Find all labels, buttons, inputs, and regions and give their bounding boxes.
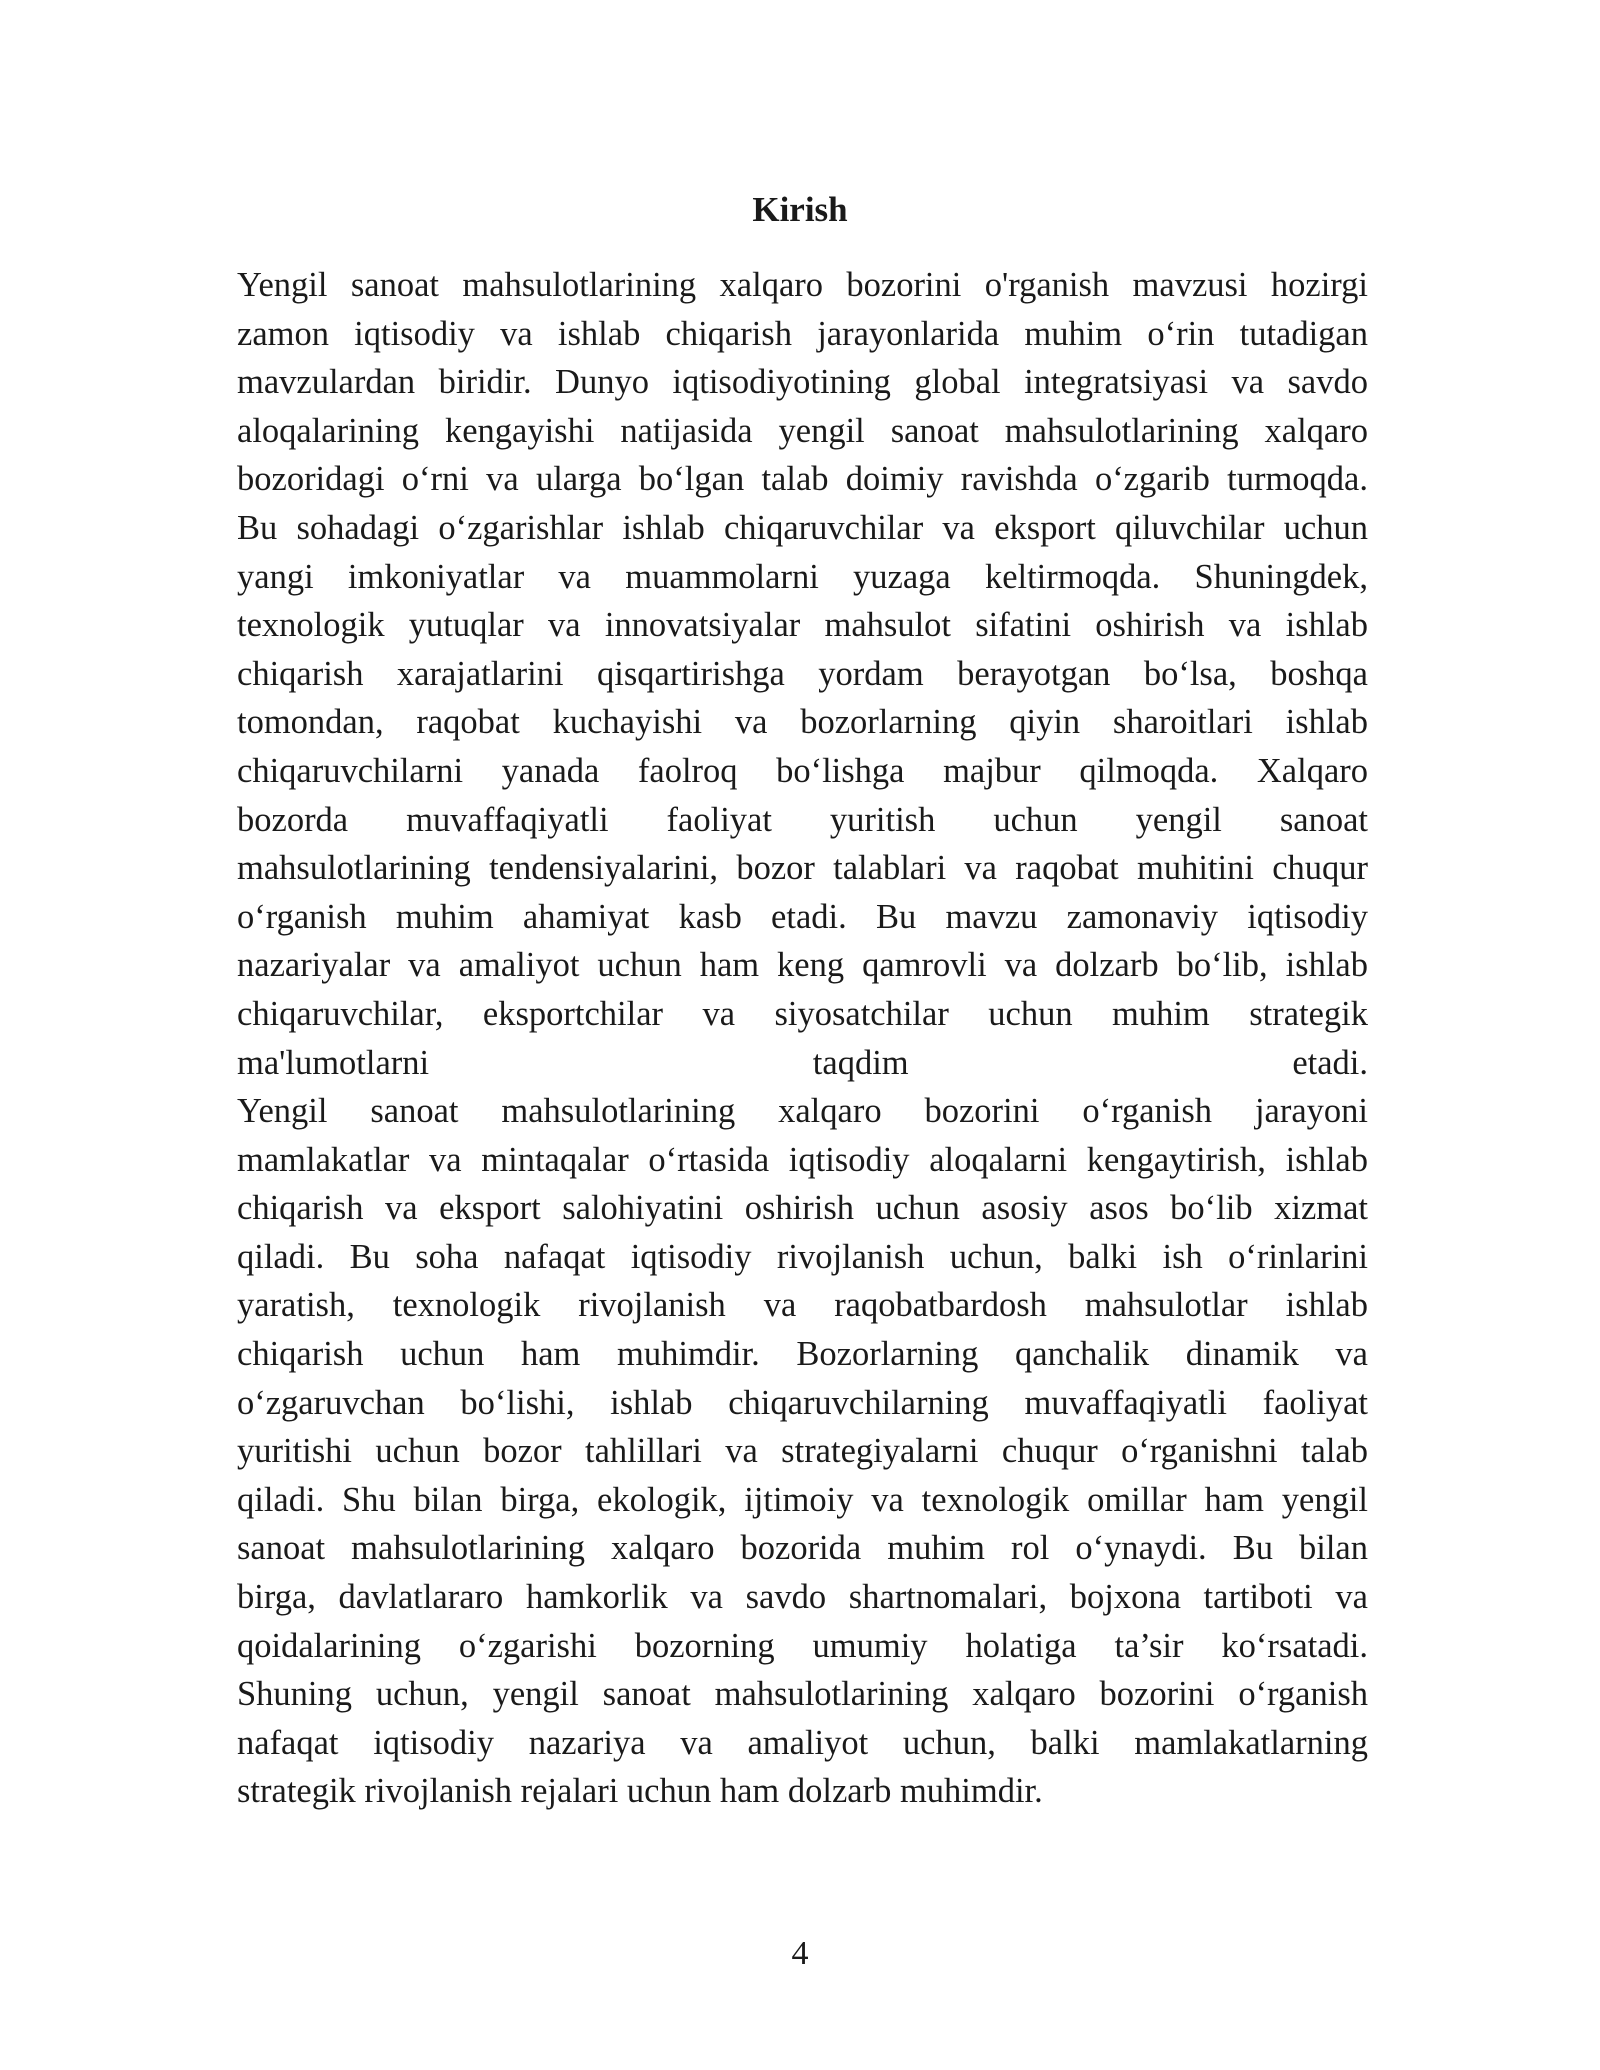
text-line: chiqaruvchilar, eksportchilar va siyosatchilar uchun muhim strategik xyxy=(237,994,1368,1033)
page-number: 4 xyxy=(791,1935,809,1972)
text-line: nazariyalar va amaliyot uchun ham keng qamrovli va dolzarb bo‘lib, ishlab xyxy=(237,946,1368,985)
text-line: qoidalarining o‘zgarishi bozorning umumiy holatiga ta’sir ko‘rsatadi. xyxy=(237,1626,1368,1665)
text-line: yangi imkoniyatlar va muammolarni yuzaga keltirmoqda. Shuningdek, xyxy=(237,557,1368,596)
text-line: yaratish, texnologik rivojlanish va raqobatbardosh mahsulotlar ishlab xyxy=(237,1286,1368,1325)
text-line: qiladi. Bu soha nafaqat iqtisodiy rivojlanish uchun, balki ish o‘rinlarini xyxy=(237,1237,1368,1276)
text-line: bozorda muvaffaqiyatli faoliyat yuritish uchun yengil sanoat xyxy=(237,800,1368,839)
text-line: ma'lumotlarni taqdim etadi. xyxy=(237,1043,1368,1082)
paragraph-2 xyxy=(237,1087,1368,1816)
text-line: zamon iqtisodiy va ishlab chiqarish jarayonlarida muhim o‘rin tutadigan xyxy=(237,314,1368,353)
text-line: chiqarish xarajatlarini qisqartirishga yordam berayotgan bo‘lsa, boshqa xyxy=(237,654,1368,693)
text-line: mamlakatlar va mintaqalar o‘rtasida iqtisodiy aloqalarni kengaytirish, ishlab xyxy=(237,1140,1368,1179)
text-line: texnologik yutuqlar va innovatsiyalar mahsulot sifatini oshirish va ishlab xyxy=(237,606,1368,645)
text-line: sanoat mahsulotlarining xalqaro bozorida muhim rol o‘ynaydi. Bu bilan xyxy=(237,1529,1368,1568)
paragraph-1 xyxy=(237,261,1368,1087)
text-line: mahsulotlarining tendensiyalarini, bozor talablari va raqobat muhitini chuqur xyxy=(237,849,1368,888)
text-line: mavzulardan biridir. Dunyo iqtisodiyotining global integratsiyasi va savdo xyxy=(237,363,1368,402)
text-line: chiqarish va eksport salohiyatini oshirish uchun asosiy asos bo‘lib xizmat xyxy=(237,1189,1368,1228)
page-title: Kirish xyxy=(752,190,848,229)
text-line: qiladi. Shu bilan birga, ekologik, ijtimoiy va texnologik omillar ham yengil xyxy=(237,1480,1368,1519)
text-line: o‘zgaruvchan bo‘lishi, ishlab chiqaruvchilarning muvaffaqiyatli faoliyat xyxy=(237,1383,1368,1422)
text-line: aloqalarining kengayishi natijasida yengil sanoat mahsulotlarining xalqaro xyxy=(237,411,1368,450)
text-line: bozoridagi o‘rni va ularga bo‘lgan talab doimiy ravishda o‘zgarib turmoqda. xyxy=(237,460,1368,499)
text-line: Yengil sanoat mahsulotlarining xalqaro bozorini o‘rganish jarayoni xyxy=(237,1092,1368,1131)
text-line: birga, davlatlararo hamkorlik va savdo shartnomalari, bojxona tartiboti va xyxy=(237,1578,1368,1617)
text-line: o‘rganish muhim ahamiyat kasb etadi. Bu mavzu zamonaviy iqtisodiy xyxy=(237,897,1368,936)
text-line: Shuning uchun, yengil sanoat mahsulotlarining xalqaro bozorini o‘rganish xyxy=(237,1675,1368,1714)
body-text xyxy=(237,261,1368,1816)
text-line: yuritishi uchun bozor tahlillari va strategiyalarni chuqur o‘rganishni talab xyxy=(237,1432,1368,1471)
text-line: chiqaruvchilarni yanada faolroq bo‘lishga majbur qilmoqda. Xalqaro xyxy=(237,751,1368,790)
text-line: chiqarish uchun ham muhimdir. Bozorlarning qanchalik dinamik va xyxy=(237,1335,1368,1374)
text-line: Yengil sanoat mahsulotlarining xalqaro bozorini o'rganish mavzusi hozirgi xyxy=(237,266,1368,304)
text-line: nafaqat iqtisodiy nazariya va amaliyot uchun, balki mamlakatlarning xyxy=(237,1723,1368,1762)
text-line: strategik rivojlanish rejalari uchun ham dolzarb muhimdir. xyxy=(237,1772,1043,1811)
text-line: tomondan, raqobat kuchayishi va bozorlarning qiyin sharoitlari ishlab xyxy=(237,703,1368,742)
text-line: Bu sohadagi o‘zgarishlar ishlab chiqaruvchilar va eksport qiluvchilar uchun xyxy=(237,508,1368,547)
